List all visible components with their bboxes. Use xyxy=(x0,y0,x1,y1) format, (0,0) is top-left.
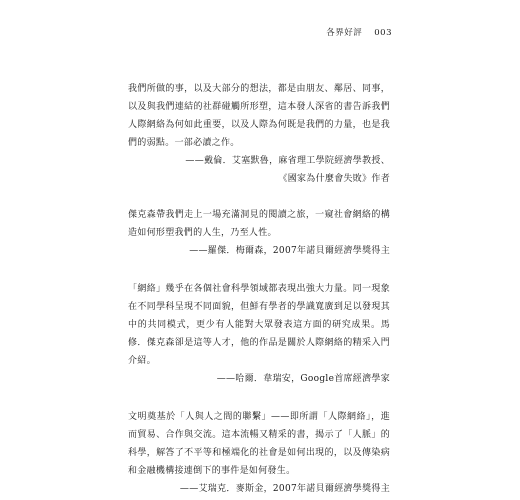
endorsement-quote: 我們所做的事，以及大部分的想法，都是由朋友、鄰居、同事，以及與我們連結的社群碰觸所形塑，這本發人深省的書告訴我們人際網絡為何如此重要，以及人際為何既是我們的力量，也是我們的弱點。一部必讀之作。 xyxy=(128,84,390,148)
endorsement-quote: 傑克森帶我們走上一場充滿洞見的閱讀之旅，一窺社會網絡的構造如何形塑我們的人生，乃至人性。 xyxy=(128,210,390,238)
endorsement-4 xyxy=(128,408,390,498)
endorsement-3 xyxy=(128,280,390,388)
endorsement-attribution: ——戴倫．艾塞默魯，麻省理工學院經濟學教授、 xyxy=(185,156,390,166)
page-number: 003 xyxy=(374,28,392,38)
endorsement-attribution: ——哈爾．韋瑞安，Google首席經濟學家 xyxy=(216,374,390,384)
endorsement-attribution: ——艾瑞克．麥斯金，2007年諾貝爾經濟學獎得主 xyxy=(179,484,390,494)
endorsement-2 xyxy=(128,206,390,260)
endorsement-quote: 文明奠基於「人與人之間的聯繫」——即所謂「人際網絡」，進而貿易、合作與交流。這本流暢又精采的書，揭示了「人脈」的科學，解答了不平等和極端化的社會是如何出現的，以及傳染病和金融機構接連倒下的事件是如何發生。 xyxy=(128,412,390,476)
running-header xyxy=(326,26,392,38)
endorsement-quote: 「網絡」幾乎在各個社會科學領域都表現出強大力量。同一現象在不同學科呈現不同面貌，但鮮有學者的學識寬廣到足以發現其中的共同模式，更少有人能對大眾發表這方面的研究成果。馬修．傑克森卻是這等人才，他的作品是關於人際網絡的精采入門介紹。 xyxy=(128,284,390,366)
endorsement-1 xyxy=(128,80,390,188)
endorsement-attribution: 《國家為什麼會失敗》作者 xyxy=(278,174,390,184)
section-title: 各界好評 xyxy=(326,28,363,38)
endorsements-list xyxy=(128,80,390,498)
endorsement-attribution: ——羅傑．梅爾森，2007年諾貝爾經濟學獎得主 xyxy=(189,246,390,256)
